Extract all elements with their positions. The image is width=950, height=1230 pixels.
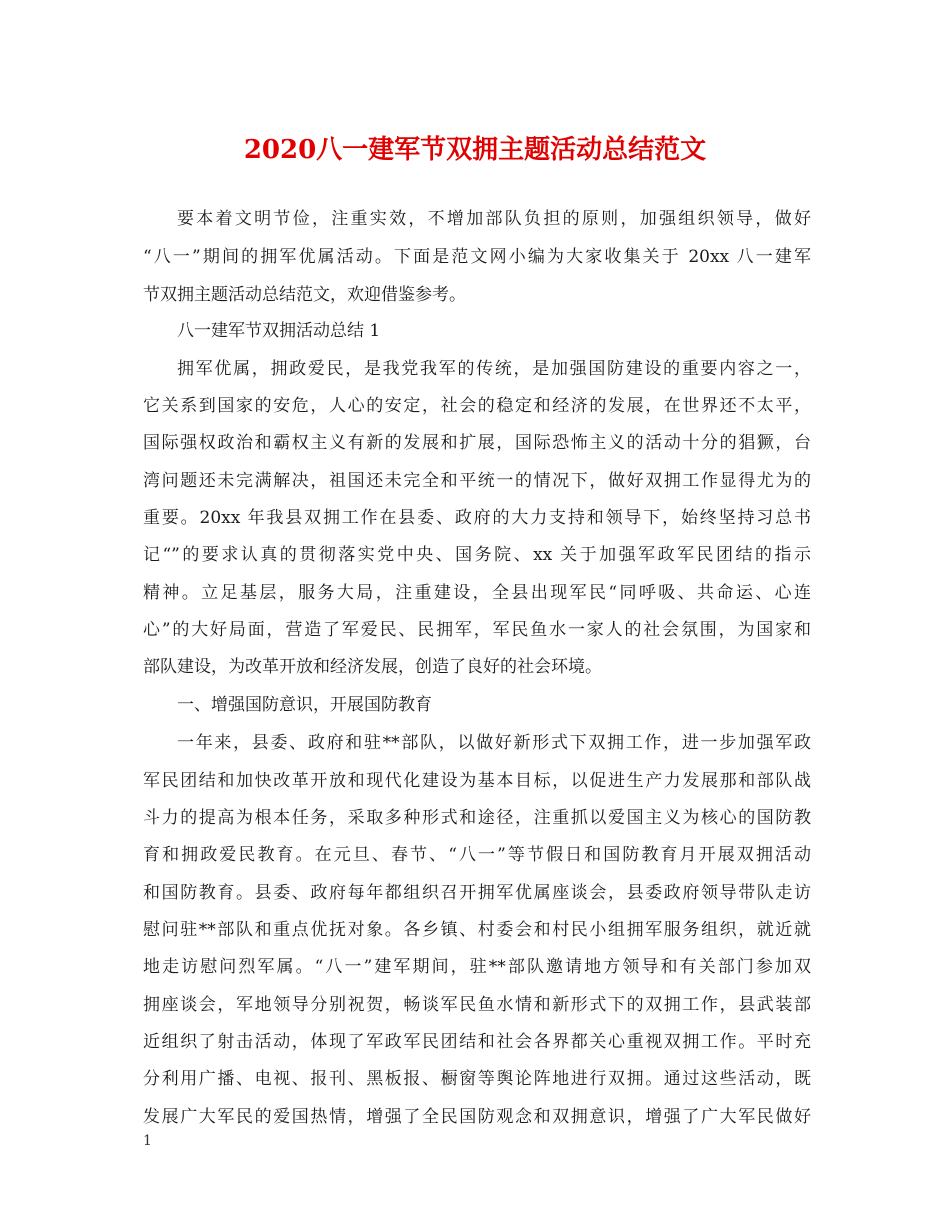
paragraph-line: 部队建设，为改革开放和经济发展，创造了良好的社会环境。 [143, 657, 602, 677]
document-title: 2020八一建军节双拥主题活动总结范文 [243, 135, 707, 165]
paragraph-line: 重要。20xx 年我县双拥工作在县委、政府的大力支持和领导下，始终坚持习总书 [143, 508, 811, 528]
paragraph-line: 近组织了射击活动，体现了军政军民团结和社会各界都关心重视双拥工作。平时充 [143, 1032, 811, 1052]
paragraph-line: 发展广大军民的爱国热情，增强了全民国防观念和双拥意识，增强了广大军民做好 [143, 1107, 811, 1127]
paragraph-line: 国际强权政治和霸权主义有新的发展和扩展，国际恐怖主义的活动十分的猖獗，台 [143, 433, 811, 453]
paragraph-line: 一年来，县委、政府和驻**部队，以做好新形式下双拥工作，进一步加强军政 [177, 733, 811, 753]
paragraph-line: 军民团结和加快改革开放和现代化建设为基本目标，以促进生产力发展那和部队战 [143, 771, 811, 791]
paragraph-line: 和国防教育。县委、政府每年都组织召开拥军优属座谈会，县委政府领导带队走访 [143, 883, 811, 903]
page-number: 1 [143, 1133, 152, 1149]
paragraph-line: 要本着文明节俭，注重实效，不增加部队负担的原则，加强组织领导，做好 [177, 209, 811, 229]
paragraph-line: “八一”期间的拥军优属活动。下面是范文网小编为大家收集关于 20xx 八一建军 [143, 247, 811, 267]
paragraph-line: 精神。立足基层，服务大局，注重建设，全县出现军民“同呼吸、共命运、心连 [143, 583, 811, 603]
paragraph-line: 育和拥政爱民教育。在元旦、春节、“八一”等节假日和国防教育月开展双拥活动 [143, 845, 811, 865]
paragraph-line: 它关系到国家的安危，人心的安定，社会的稳定和经济的发展，在世界还不太平， [143, 396, 811, 416]
paragraph-line: 地走访慰问烈军属。“八一”建军期间，驻**部队邀请地方领导和有关部门参加双 [143, 957, 811, 977]
paragraph-line: 拥座谈会，军地领导分别祝贺，畅谈军民鱼水情和新形式下的双拥工作，县武装部 [143, 995, 811, 1015]
paragraph-line: 记“”的要求认真的贯彻落实党中央、国务院、xx 关于加强军政军民团结的指示 [143, 545, 811, 565]
paragraph-line: 湾问题还未完满解决，祖国还未完全和平统一的情况下，做好双拥工作显得尤为的 [143, 471, 811, 491]
paragraph-line: 拥军优属，拥政爱民，是我党我军的传统，是加强国防建设的重要内容之一， [177, 359, 811, 379]
section-heading: 八一建军节双拥活动总结 1 [177, 321, 381, 341]
paragraph-line: 分利用广播、电视、报刊、黑板报、橱窗等舆论阵地进行双拥。通过这些活动，既 [143, 1069, 811, 1089]
paragraph-line: 心”的大好局面，营造了军爱民、民拥军，军民鱼水一家人的社会氛围，为国家和 [143, 620, 811, 640]
paragraph-line: 斗力的提高为根本任务，采取多种形式和途径，注重抓以爱国主义为核心的国防教 [143, 808, 811, 828]
section-heading: 一、增强国防意识，开展国防教育 [177, 695, 432, 715]
paragraph-line: 慰问驻**部队和重点优抚对象。各乡镇、村委会和村民小组拥军服务组织，就近就 [143, 920, 811, 940]
paragraph-line: 节双拥主题活动总结范文，欢迎借鉴参考。 [143, 285, 466, 305]
